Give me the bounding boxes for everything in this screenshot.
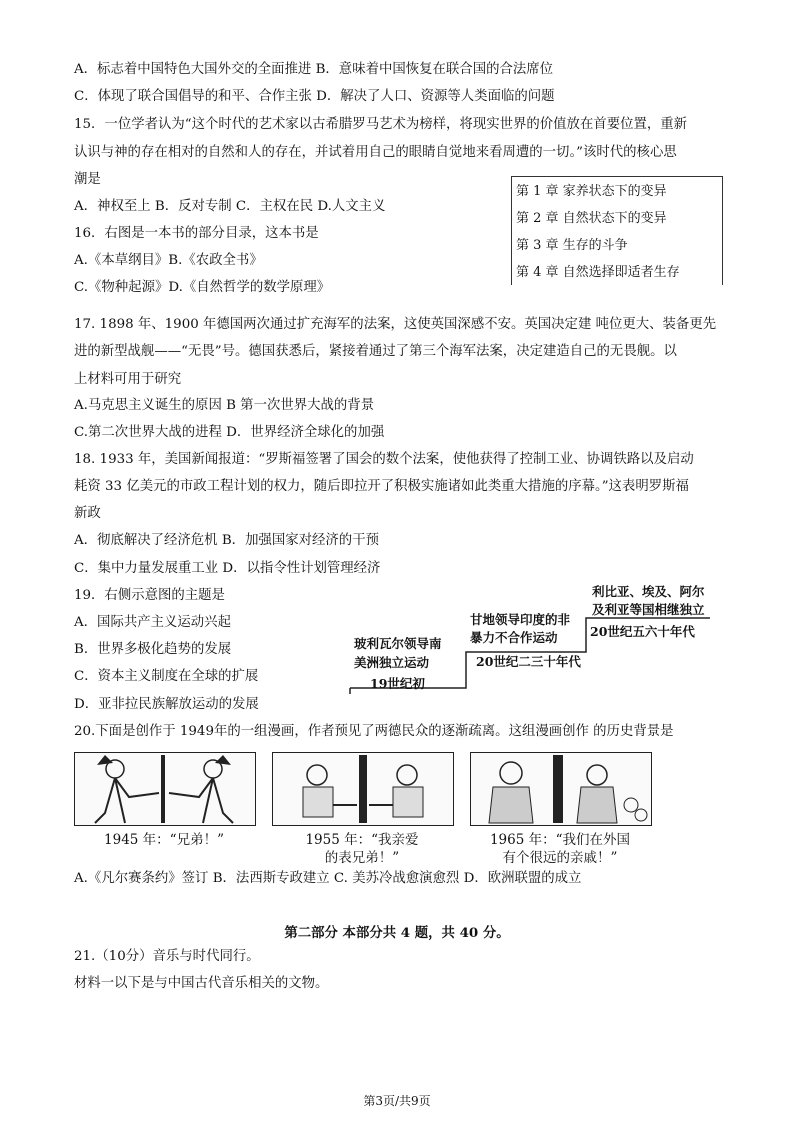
cartoon-1965-drawing <box>471 753 651 825</box>
q21-material1: 材料一以下是与中国古代音乐相关的文物。 <box>74 976 329 991</box>
q19-option-d: D．亚非拉民族解放运动的发展 <box>74 697 259 712</box>
book-contents-table <box>511 176 723 285</box>
q17-options-cd: C.第二次世界大战的进程 D．世界经济全球化的加强 <box>74 425 385 440</box>
cartoon-1965 <box>470 752 652 826</box>
step1-era: 19世纪初 <box>370 676 425 691</box>
q17-options-ab: A.马克思主义诞生的原因 B 第一次世界大战的背景 <box>74 398 375 413</box>
q19-option-a: A．国际共产主义运动兴起 <box>74 615 231 630</box>
q17-stem-line2: 进的新型战舰——“无畏”号。德国获悉后，紧接着通过了第三个海军法案，决定建造自己的无畏舰。以 <box>74 344 677 359</box>
q20-options: A.《凡尔赛条约》签订 B．法西斯专政建立 C. 美苏冷战愈演愈烈 D．欧洲联盟的成立 <box>74 871 582 886</box>
cartoon-1945 <box>74 752 256 826</box>
q15-stem-line2: 认识与神的存在相对的自然和人的存在，并试着用自己的眼睛自觉地来看周遭的一切。”该时代的核心思 <box>74 145 677 160</box>
cartoon-1965-caption-line1: 1965 年：“我们在外国 <box>489 832 631 848</box>
step1-event-line1: 玻利瓦尔领导南 <box>354 636 442 651</box>
step2-era: 20世纪二三十年代 <box>476 654 581 669</box>
cartoon-1965-caption-line2: 有个很远的亲戚！” <box>502 850 618 866</box>
q17-stem-line1: 17. 1898 年、1900 年德国两次通过扩充海军的法案，这使英国深感不安。英国决定建 吨位更大、装备更先 <box>74 317 717 332</box>
cartoon-1955-caption-line2: 的表兄弟！” <box>324 850 400 866</box>
step2-event-line1: 甘地领导印度的非 <box>470 612 571 627</box>
q15-stem-line3: 潮是 <box>74 172 101 187</box>
contents-row: 第 3 章 生存的斗争 <box>516 238 628 253</box>
liberation-staircase-diagram <box>348 580 718 694</box>
q15-stem-line1: 15．一位学者认为“这个时代的艺术家以古希腊罗马艺术为榜样，将现实世界的价值放在首要位置，重新 <box>74 117 688 132</box>
q18-options-ab: A．彻底解决了经济危机 B．加强国家对经济的干预 <box>74 533 379 548</box>
q18-stem-line3: 新政 <box>74 506 101 521</box>
cartoon-1955-caption-line1: 1955 年：“我亲爱 <box>305 832 419 848</box>
q15-options: A．神权至上 B．反对专制 C．主权在民 D.人文主义 <box>74 199 386 214</box>
step1-event-line2: 美洲独立运动 <box>354 655 430 670</box>
q18-options-cd: C．集中力量发展重工业 D．以指令性计划管理经济 <box>74 561 381 576</box>
step3-era: 20世纪五六十年代 <box>590 624 695 639</box>
q20-stem: 20.下面是创作于 1949年的一组漫画，作者预见了两德民众的逐渐疏离。这组漫画创作 的历史背景是 <box>74 724 674 739</box>
q17-stem-line3: 上材料可用于研究 <box>74 372 182 387</box>
step3-event-line1: 利比亚、埃及、阿尔 <box>592 584 705 599</box>
step3-event-line2: 及利亚等国相继独立 <box>592 602 705 617</box>
q19-stem: 19．右侧示意图的主题是 <box>74 588 225 603</box>
q19-option-b: B．世界多极化趋势的发展 <box>74 642 232 657</box>
contents-row: 第 2 章 自然状态下的变异 <box>516 211 667 226</box>
cartoon-1955-drawing <box>273 753 453 825</box>
section-title: 第二部分 本部分共 4 题，共 40 分。 <box>284 925 510 941</box>
q16-options-ab: A.《本草纲目》B.《农政全书》 <box>74 253 263 268</box>
page-number: 第3页/共9页 <box>363 1094 431 1108</box>
q16-stem: 16．右图是一本书的部分目录，这本书是 <box>74 226 319 241</box>
cartoon-1945-caption: 1945 年：“兄弟！” <box>104 832 224 848</box>
q21-stem: 21.（10分）音乐与时代同行。 <box>74 949 260 964</box>
q14-options-ab: A．标志着中国特色大国外交的全面推进 B．意味着中国恢复在联合国的合法席位 <box>74 62 554 77</box>
q18-stem-line2: 耗资 33 亿美元的市政工程计划的权力，随后即拉开了积极实施诸如此类重大措施的序幕。”这表明罗斯福 <box>74 479 689 494</box>
q19-option-c: C．资本主义制度在全球的扩展 <box>74 669 259 684</box>
cartoon-1955 <box>272 752 454 826</box>
contents-row: 第 1 章 家养状态下的变异 <box>516 184 667 199</box>
step2-event-line2: 暴力不合作运动 <box>470 630 558 645</box>
q18-stem-line1: 18. 1933 年，美国新闻报道：“罗斯福签署了国会的数个法案，使他获得了控制工业、协调铁路以及启动 <box>74 452 694 467</box>
q14-options-cd: C．体现了联合国倡导的和平、合作主张 D．解决了人口、资源等人类面临的问题 <box>74 89 555 104</box>
contents-row: 第 4 章 自然选择即适者生存 <box>516 265 680 280</box>
q16-options-cd: C.《物种起源》D.《自然哲学的数学原理》 <box>74 280 331 295</box>
cartoon-1945-drawing <box>75 753 255 825</box>
